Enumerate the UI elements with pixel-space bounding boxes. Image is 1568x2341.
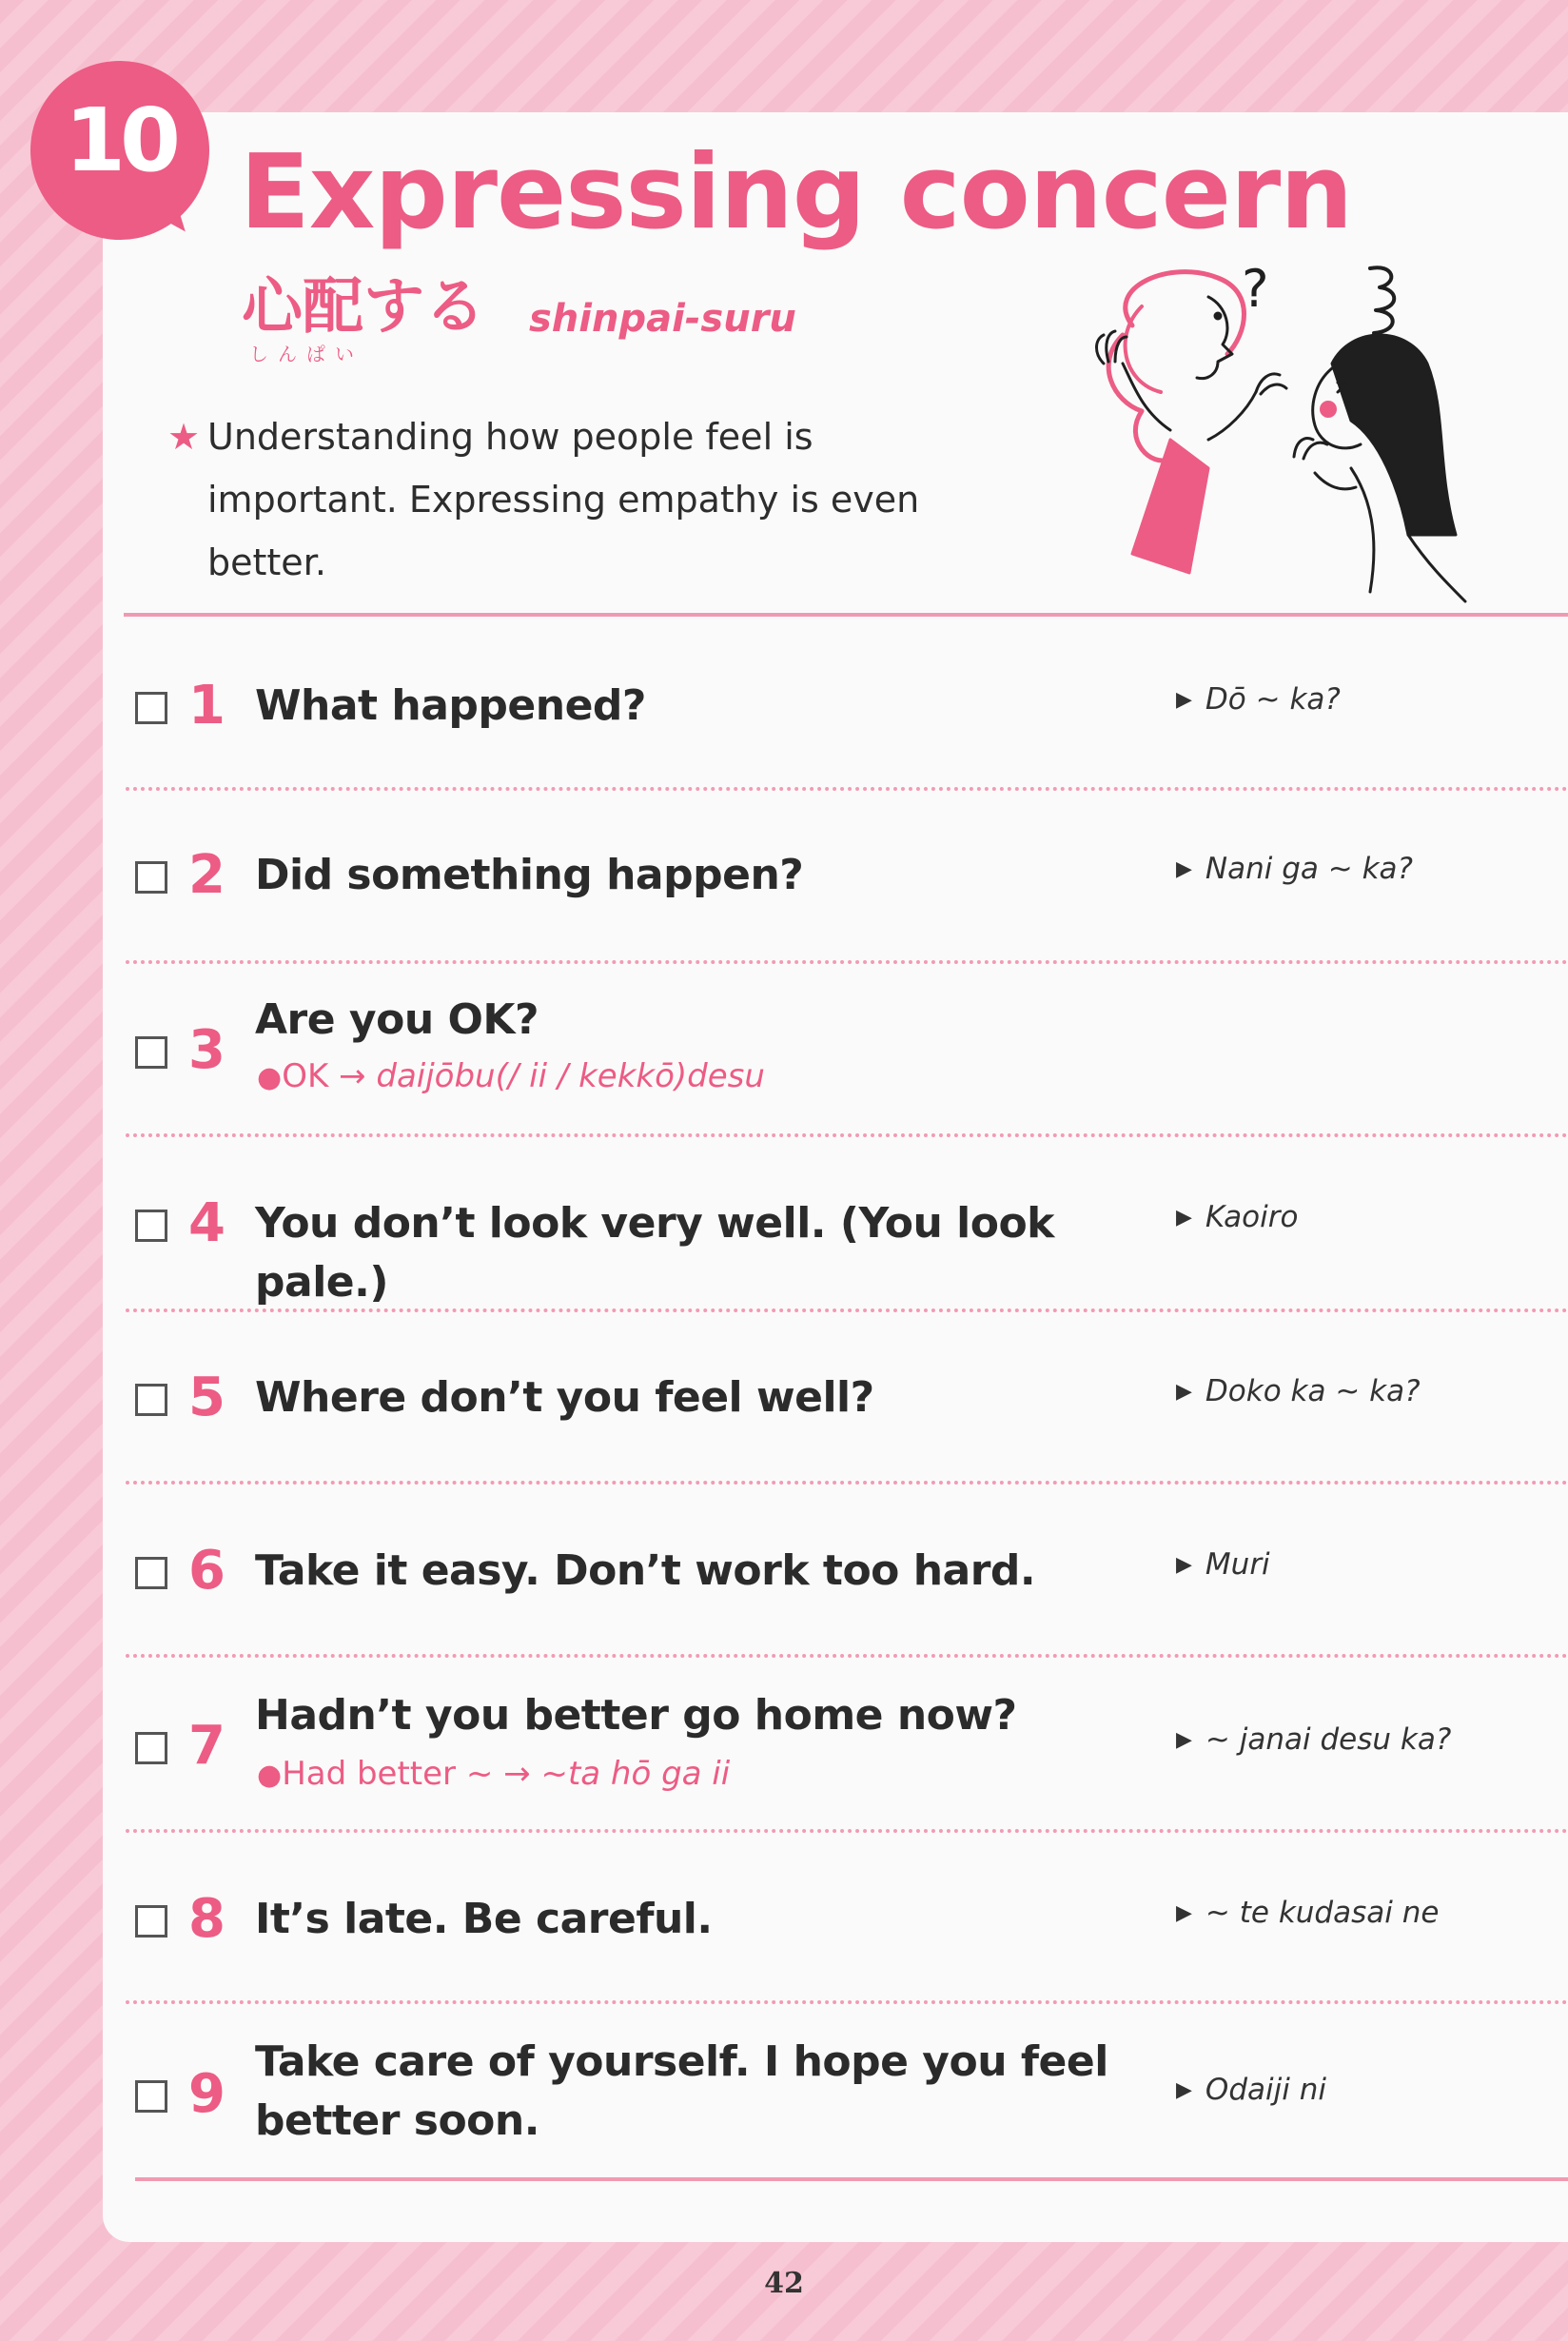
dotted-divider: [126, 1481, 1568, 1485]
checkbox-icon[interactable]: [135, 1732, 167, 1764]
note-plain: Had better ~ →: [282, 1755, 531, 1793]
dotted-divider: [126, 2000, 1568, 2004]
intro-text: Understanding how people feel is important. Expressing empathy is even better.: [207, 416, 920, 583]
phrase-number: 2: [188, 844, 225, 906]
bullet-dot: ●: [257, 1061, 283, 1094]
phrase-hint: [1176, 1894, 1439, 1936]
hint-text: ~ te kudasai ne: [1205, 1896, 1440, 1930]
furigana: しんぱい: [249, 343, 363, 365]
hint-text: ~ janai desu ka?: [1205, 1722, 1452, 1757]
phrase-text: It’s late. Be careful.: [255, 1895, 713, 1943]
note-italic: daijōbu(/ ii / kekkō)desu: [376, 1057, 765, 1095]
phrase-row: [0, 1328, 1568, 1502]
phrase-text: Take care of yourself. I hope you feel better soon.: [255, 2037, 1108, 2145]
hint-text: Doko ka ~ ka?: [1205, 1374, 1421, 1408]
dotted-divider: [126, 1308, 1568, 1312]
phrase-number: 7: [188, 1715, 225, 1777]
phrase-hint: [1176, 1198, 1298, 1240]
phrase-note: [257, 1055, 765, 1099]
lesson-number: 10: [64, 89, 176, 191]
page-number: 42: [764, 2267, 804, 2300]
triangle-right-icon: ▶: [1176, 2078, 1192, 2102]
phrase-number: 3: [188, 1019, 225, 1081]
triangle-right-icon: ▶: [1176, 688, 1192, 712]
phrase-row: [0, 1675, 1568, 1848]
phrase-hint: [1176, 1372, 1421, 1414]
triangle-right-icon: ▶: [1176, 1380, 1192, 1404]
phrase-number: 6: [188, 1540, 225, 1602]
romaji-title: shinpai-suru: [529, 297, 796, 341]
phrase-hint: [1176, 2071, 1326, 2113]
hint-text: Dō ~ ka?: [1205, 682, 1341, 717]
phrase-number: 4: [188, 1192, 225, 1254]
phrase-hint: [1176, 1545, 1270, 1587]
phrase-row: [0, 2023, 1568, 2196]
dotted-divider: [126, 1654, 1568, 1658]
hint-text: Muri: [1205, 1547, 1270, 1582]
intro-paragraph: [167, 405, 986, 594]
checkbox-icon[interactable]: [135, 1384, 167, 1416]
star-icon: ★: [167, 416, 201, 458]
hint-text: Odaiji ni: [1205, 2073, 1326, 2107]
bullet-dot: ●: [257, 1759, 283, 1792]
phrase-text: What happened?: [255, 681, 646, 730]
phrase-text: Are you OK?: [255, 995, 539, 1044]
two-women-concern-illustration: [1066, 249, 1484, 611]
phrase-text: Take it easy. Don’t work too hard.: [255, 1546, 1036, 1595]
hint-text: Kaoiro: [1205, 1200, 1299, 1234]
phrase-number: 5: [188, 1367, 225, 1428]
checkbox-icon[interactable]: [135, 861, 167, 894]
checkbox-icon[interactable]: [135, 1210, 167, 1242]
dotted-divider: [126, 787, 1568, 791]
page-title: Expressing concern: [240, 133, 1353, 252]
phrase-text: You don’t look very well. (You look pale.): [255, 1199, 1054, 1307]
phrase-text: Where don’t you feel well?: [255, 1373, 874, 1422]
triangle-right-icon: ▶: [1176, 857, 1192, 881]
svg-text:?: ?: [1242, 259, 1269, 319]
dotted-divider: [126, 1133, 1568, 1137]
checkbox-icon[interactable]: [135, 1905, 167, 1938]
phrase-text: Hadn’t you better go home now?: [255, 1691, 1017, 1740]
checkbox-icon[interactable]: [135, 692, 167, 724]
note-plain: OK →: [282, 1057, 366, 1095]
japanese-title: 心配する: [242, 272, 485, 343]
phrase-number: 1: [188, 675, 225, 737]
triangle-right-icon: ▶: [1176, 1728, 1192, 1752]
bottom-divider: [135, 2177, 1568, 2181]
header-divider: [124, 613, 1568, 617]
phrase-row: [0, 808, 1568, 981]
phrase-row: [0, 1502, 1568, 1675]
phrase-row: [0, 981, 1568, 1154]
phrase-hint: [1176, 680, 1341, 722]
checkbox-icon[interactable]: [135, 2080, 167, 2113]
dotted-divider: [126, 1829, 1568, 1833]
phrase-row: [0, 633, 1568, 806]
phrase-hint: [1176, 1721, 1451, 1762]
triangle-right-icon: ▶: [1176, 1901, 1192, 1925]
phrase-note: [257, 1753, 730, 1797]
phrase-hint: [1176, 850, 1413, 892]
hint-text: Nani ga ~ ka?: [1205, 852, 1413, 886]
phrase-number: 8: [188, 1888, 225, 1950]
note-italic: ~ta hō ga ii: [540, 1755, 731, 1793]
triangle-right-icon: ▶: [1176, 1553, 1192, 1577]
phrase-number: 9: [188, 2063, 225, 2125]
checkbox-icon[interactable]: [135, 1557, 167, 1589]
triangle-right-icon: ▶: [1176, 1206, 1192, 1230]
phrase-row: [0, 1848, 1568, 2021]
dotted-divider: [126, 960, 1568, 964]
phrase-row: [0, 1154, 1568, 1328]
checkbox-icon[interactable]: [135, 1036, 167, 1069]
phrase-text: Did something happen?: [255, 851, 804, 899]
